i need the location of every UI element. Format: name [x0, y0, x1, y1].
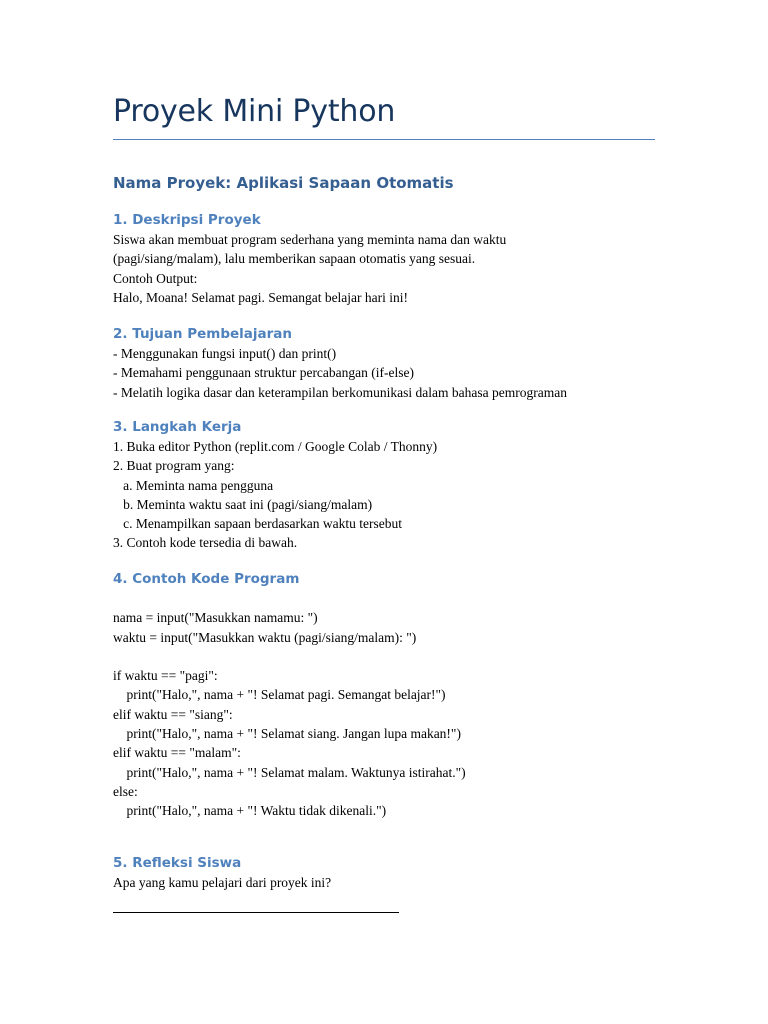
code-line: print("Halo,", nama + "! Selamat siang. Jangan lupa makan!") — [113, 726, 461, 742]
langkah-line: 2. Buat program yang: — [113, 458, 235, 474]
langkah-line: a. Meminta nama pengguna — [113, 477, 274, 493]
code-line: waktu = input("Masukkan waktu (pagi/siang/malam): ") — [113, 629, 417, 645]
section-heading-refleksi: 5. Refleksi Siswa — [113, 855, 242, 871]
code-line: elif waktu == "malam": — [113, 745, 241, 761]
section-kode — [113, 569, 673, 821]
code-line: print("Halo,", nama + "! Selamat malam. Waktunya istirahat.") — [113, 764, 466, 780]
code-line: else: — [113, 783, 138, 799]
code-blank-line — [113, 647, 673, 666]
section-heading-langkah: 3. Langkah Kerja — [113, 419, 242, 435]
title-underline — [113, 139, 655, 140]
deskripsi-line: (pagi/siang/malam), lalu memberikan sapaan otomatis yang sesuai. — [113, 251, 476, 267]
langkah-line: b. Meminta waktu saat ini (pagi/siang/malam) — [113, 496, 373, 512]
section-langkah — [113, 417, 673, 553]
deskripsi-line: Siswa akan membuat program sederhana yang meminta nama dan waktu — [113, 232, 507, 247]
langkah-line: c. Menampilkan sapaan berdasarkan waktu tersebut — [113, 516, 403, 532]
tujuan-line: - Menggunakan fungsi input() dan print() — [113, 346, 337, 361]
answer-line — [113, 912, 399, 913]
section-heading-kode: 4. Contoh Kode Program — [113, 571, 300, 587]
section-heading-tujuan: 2. Tujuan Pembelajaran — [113, 326, 293, 342]
spacer — [113, 589, 673, 608]
deskripsi-line: Halo, Moana! Selamat pagi. Semangat belajar hari ini! — [113, 289, 409, 305]
section-deskripsi — [113, 210, 673, 307]
langkah-line: 1. Buka editor Python (replit.com / Google Colab / Thonny) — [113, 439, 438, 454]
langkah-line: 3. Contoh kode tersedia di bawah. — [113, 535, 298, 551]
code-line: elif waktu == "siang": — [113, 706, 233, 722]
section-refleksi — [113, 853, 673, 913]
code-line: if waktu == "pagi": — [113, 668, 218, 684]
refleksi-question: Apa yang kamu pelajari dari proyek ini? — [113, 875, 332, 890]
document-title: Proyek Mini Python — [113, 94, 396, 129]
section-heading-deskripsi: 1. Deskripsi Proyek — [113, 212, 261, 228]
tujuan-line: - Melatih logika dasar dan keterampilan berkomunikasi dalam bahasa pemrograman — [113, 384, 567, 400]
spacer — [113, 892, 673, 911]
project-name-heading: Nama Proyek: Aplikasi Sapaan Otomatis — [113, 174, 454, 192]
project-name-block — [113, 173, 673, 193]
deskripsi-line: Contoh Output: — [113, 270, 198, 286]
section-tujuan — [113, 324, 673, 402]
code-line: print("Halo,", nama + "! Waktu tidak dikenali.") — [113, 803, 387, 819]
code-line: print("Halo,", nama + "! Selamat pagi. Semangat belajar!") — [113, 687, 446, 703]
tujuan-line: - Memahami penggunaan struktur percabangan (if-else) — [113, 365, 415, 381]
code-line: nama = input("Masukkan namamu: ") — [113, 610, 318, 626]
